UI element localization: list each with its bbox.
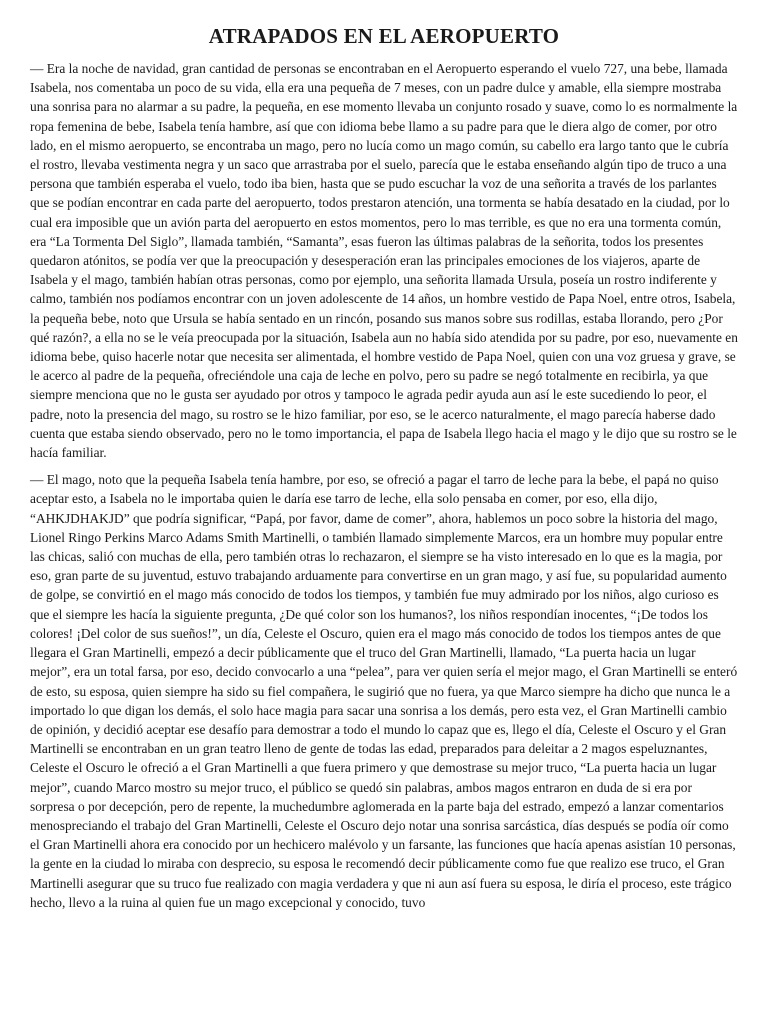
paragraph-2: — El mago, noto que la pequeña Isabela tenía hambre, por eso, se ofreció a pagar el tarro de leche para la bebe, el papá no quiso aceptar esto, a Isabela no le importaba quien le daría ese tarro de leche, ella solo pensaba en comer, por eso, ella dijo, “AHKJDHAKJD” que podría significar, “Papá, por favor, dame de comer”, ahora, hablemos un poco sobre la historia del mago, Lionel Ringo Perkins Marco Adams Smith Martinelli, o también llamado simplemente Marcos, era un hombre muy popular entre las chicas, salió con muchas de ella, pero también otras lo rechazaron, el siempre se ha visto interesado en lo que es la magia, por eso, gran parte de su juventud, estuvo trabajando arduamente para convertirse en un gran mago, y así fue, su popularidad aumento de golpe, se convirtió en el mago más conocido de todos los tiempos, y también fue muy admirado por los niños, algo curioso es que el siempre les hacía la siguiente pregunta, ¿De qué color son los humanos?, los niños respondían inocentes, “¡De todos los colores! ¡Del color de sus sueños!”, un día, Celeste el Oscuro, quien era el mago más conocido de todos los tiempos antes de que llegara el Gran Martinelli, empezó a decir públicamente que el truco del Gran Martinelli, llamado, “La puerta hacia un lugar mejor”, era un total farsa, por eso, decido convocarlo a una “pelea”, para ver quien sería el mejor mago, el Gran Martinelli se enteró de esto, su esposa, quien siempre ha sido su fiel compañera, le sugirió que no fuera, ya que Marco siempre ha dicho que nunca le a importado lo que digan los demás, el solo hace magia para sacar una sonrisa a los demás, pero esta vez, el Gran Martinelli cambio de opinión, y decidió aceptar ese desafío para demostrar a todo el mundo lo capaz que es, llego el día, Celeste el Oscuro y el Gran Martinelli se encontraban en un gran teatro lleno de gente de todas las edad, preparados para deleitar a 2 magos espeluznantes, Celeste el Oscuro le ofreció a el Gran Martinelli a que fuera primero y que demostrase su mejor truco, “La puerta hacia un lugar mejor”, cuando Marco mostro su mejor truco, el público se quedó sin palabras, ambos magos entraron en duda de si era por sorpresa o por decepción, pero de repente, la muchedumbre aglomerada en la parte baja del estrado, empezó a lanzar comentarios menospreciando el trabajo del Gran Martinelli, Celeste el Oscuro dejo notar una sonrisa sarcástica, días después se podía oír como el Gran Martinelli ahora era conocido por un hechicero malévolo y un farsante, las funciones que hacía apenas asistían 10 personas, la gente en la ciudad lo miraba con desprecio, su esposa le recomendó decir públicamente como fue que realizo ese truco, el Gran Martinelli asegurar que su truco fue realizado con magia verdadera y que ni aun así fuera su esposa, le diría el proceso, este trágico hecho, llevo a la ruina al quien fue un mago excepcional y conocido, tuvo bbox=[30, 472, 738, 910]
document-page bbox=[30, 24, 738, 920]
paragraph-1: — Era la noche de navidad, gran cantidad de personas se encontraban en el Aeropuerto esperando el vuelo 727, una bebe, llamada Isabela, nos comentaba un poco de su vida, ella era una pequeña de 7 meses, con un padre dulce y amable, ella siempre mostraba una sonrisa para no alarmar a su padre, la pequeña, en ese momento llevaba un conjunto rosado y suave, como lo es normalmente la ropa femenina de bebe, Isabela tenía hambre, así que con idioma bebe llamo a su padre para que le diera algo de comer, por otro lado, en el mismo aeropuerto, se encontraba un mago, pero no lucía como un mago común, su cabello era largo tanto que le cubría el rostro, llevaba vestimenta negra y un saco que arrastraba por el suelo, parecía que le estaba enseñando algún tipo de truco a una persona que también esperaba el vuelo, todo iba bien, hasta que se pudo escuchar la voz de una señorita a través de los parlantes que se podían encontrar en cada parte del aeropuerto, todos prestaron atención, una tormenta se había desatado en la ciudad, por lo cual era imposible que un avión parta del aeropuerto en estos momentos, pero lo mas terrible, es que no era una tormenta común, era “La Tormenta Del Siglo”, llamada también, “Samanta”, esas fueron las últimas palabras de la señorita, todos los presentes quedaron atónitos, se podía ver que la preocupación y desesperación eran las principales emociones de los viajeros, aparte de Isabela y el mago, también habían otras personas, como por ejemplo, una señorita llamada Ursula, poseía un rostro indiferente y calmo, también nos podíamos encontrar con un joven adolescente de 14 años, un hombre vestido de Papa Noel, entre otros, Isabela, la pequeña bebe, noto que Ursula se había sentado en un rincón, posando sus manos sobre sus rodillas, estaba llorando, pero ¿Por qué razón?, a ella no se le veía preocupada por la situación, Isabela aun no había sido atendida por su padre, por eso, nuevamente en idioma bebe, quiso hacerle notar que necesita ser alimentada, el hombre vestido de Papa Noel, quien con una voz gruesa y grave, se le acerco al padre de la pequeña, ofreciéndole una caja de leche en polvo, pero su padre se negó totalmente en recibirla, ya que siempre menciona que no le gusta ser ayudado por otros y tampoco le agrada pedir ayuda aun así le este sucediendo lo peor, el padre, noto la presencia del mago, su rostro se le hizo familiar, por eso, se le acerco naturalmente, el mago parecía haberse dado cuenta que estaba siendo observado, pero no le tomo importancia, el papa de Isabela llego hacia el mago y le dijo que su rostro se le hacía familiar. bbox=[30, 61, 738, 461]
document-title: ATRAPADOS EN EL AEROPUERTO bbox=[208, 24, 560, 48]
